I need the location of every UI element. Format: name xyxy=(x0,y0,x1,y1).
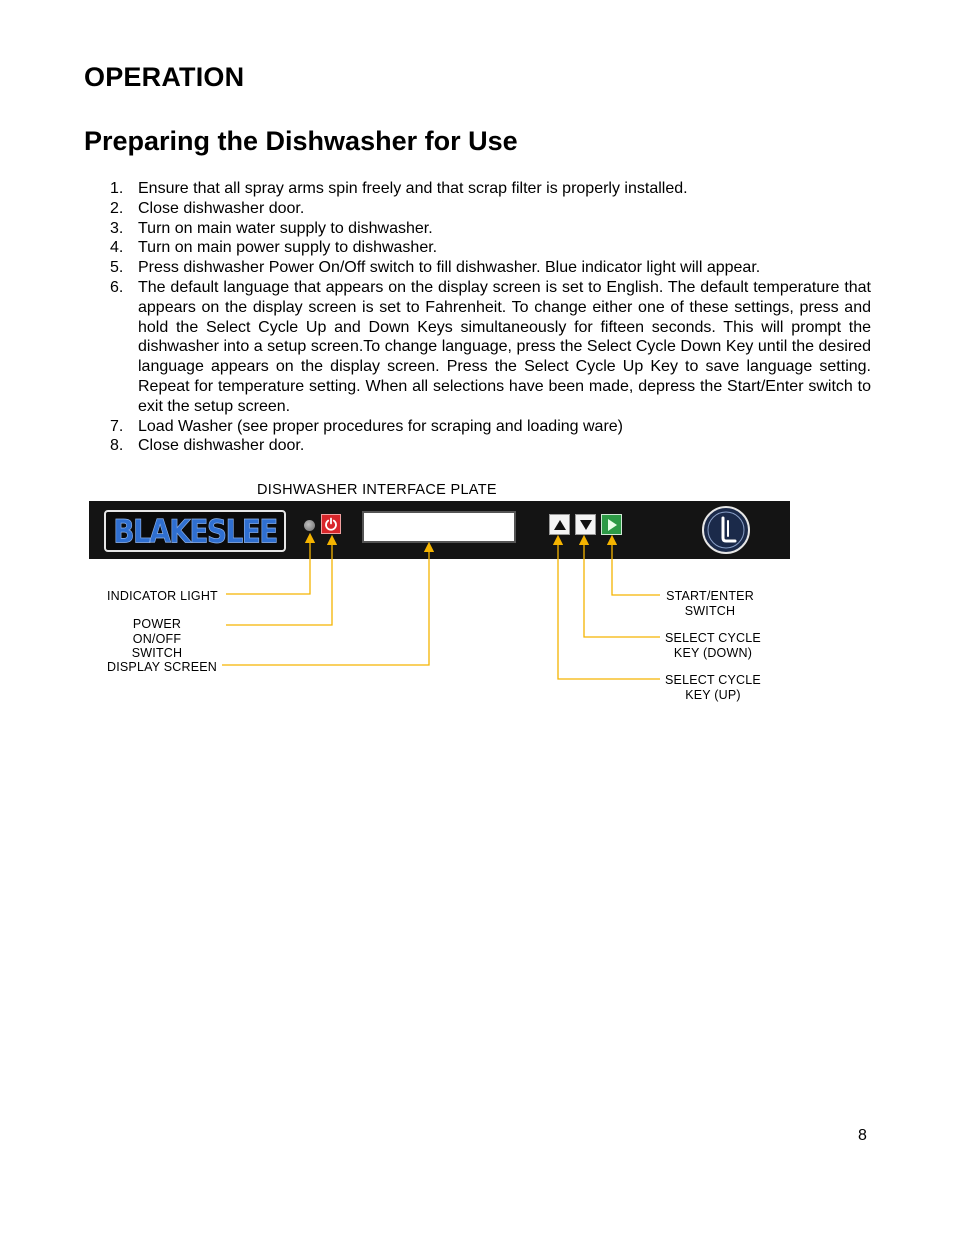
step-text: Press dishwasher Power On/Off switch to fill dishwasher. Blue indicator light will appear. xyxy=(138,259,761,277)
display-screen xyxy=(362,511,516,543)
arrow-down-icon xyxy=(579,519,593,531)
select-cycle-up-key xyxy=(549,514,570,535)
step-text: Turn on main water supply to dishwasher. xyxy=(138,219,433,237)
list-item xyxy=(110,258,871,278)
list-item xyxy=(110,199,871,219)
list-item xyxy=(110,238,871,258)
instruction-list xyxy=(110,179,871,456)
label-power-switch xyxy=(107,617,207,661)
interface-plate xyxy=(89,501,790,559)
list-item xyxy=(110,219,871,239)
power-icon xyxy=(324,517,338,531)
step-number: 2. xyxy=(110,199,124,217)
step-number: 8. xyxy=(110,437,124,455)
step-number: 4. xyxy=(110,239,124,257)
step-text: Close dishwasher door. xyxy=(138,199,305,217)
diagram-title: DISHWASHER INTERFACE PLATE xyxy=(257,482,497,498)
select-cycle-down-key xyxy=(575,514,596,535)
label-line: POWER ON/OFF xyxy=(132,617,182,646)
step-text: Turn on main power supply to dishwasher. xyxy=(138,239,438,257)
label-line: SELECT CYCLE xyxy=(665,631,761,645)
list-item xyxy=(110,417,871,437)
label-line: SWITCH xyxy=(684,603,736,618)
step-text: Ensure that all spray arms spin freely and that scrap filter is properly installed. xyxy=(138,180,688,197)
label-line: START/ENTER xyxy=(666,589,754,603)
brand-logo-text: BLAKESLEE xyxy=(113,512,277,550)
power-button xyxy=(321,514,341,534)
label-line: KEY (DOWN) xyxy=(673,645,753,660)
label-line: SELECT CYCLE xyxy=(665,673,761,687)
label-display-screen: DISPLAY SCREEN xyxy=(107,660,218,674)
label-cycle-down xyxy=(664,631,762,660)
step-text: The default language that appears on the display screen is set to English. The default temperature that appears on the display screen is set to Fahrenheit. To change either one of these settings, press and hold the Select Cycle Up and Down Keys simultaneously for fifteen seconds. This will prompt the dishwasher into a setup screen.To change language, press the Select Cycle Down Key until the desired language appears on the display screen. Press the Select Cycle Up Key to save language setting. Repeat for temperature setting. When all selections have been made, depress the Start/Enter switch to exit the setup screen. xyxy=(138,278,871,415)
page-title: Preparing the Dishwasher for Use xyxy=(84,126,518,156)
step-number: 7. xyxy=(110,417,124,435)
label-cycle-up xyxy=(664,673,762,702)
list-item xyxy=(110,278,871,417)
callout-display-screen xyxy=(222,547,429,665)
brand-logo xyxy=(104,510,286,552)
step-text: Close dishwasher door. xyxy=(138,437,305,455)
label-line: SWITCH xyxy=(131,646,183,660)
step-text: Load Washer (see proper procedures for scraping and loading ware) xyxy=(138,417,624,435)
page-number: 8 xyxy=(858,1127,867,1144)
section-heading: OPERATION xyxy=(84,62,245,92)
label-indicator-light: INDICATOR LIGHT xyxy=(107,589,218,603)
label-start-enter xyxy=(664,589,756,618)
step-number: 6. xyxy=(110,278,124,296)
start-enter-switch xyxy=(601,514,622,535)
play-icon xyxy=(606,518,618,532)
list-item xyxy=(110,436,871,456)
logo-emblem-icon xyxy=(701,505,751,555)
step-number: 5. xyxy=(110,259,124,277)
callout-cycle-up xyxy=(558,540,660,679)
step-number: 3. xyxy=(110,219,124,237)
arrow-up-icon xyxy=(553,519,567,531)
label-line: KEY (UP) xyxy=(685,687,741,702)
list-item xyxy=(110,179,871,199)
indicator-light xyxy=(304,520,315,531)
step-number: 1. xyxy=(110,180,124,197)
